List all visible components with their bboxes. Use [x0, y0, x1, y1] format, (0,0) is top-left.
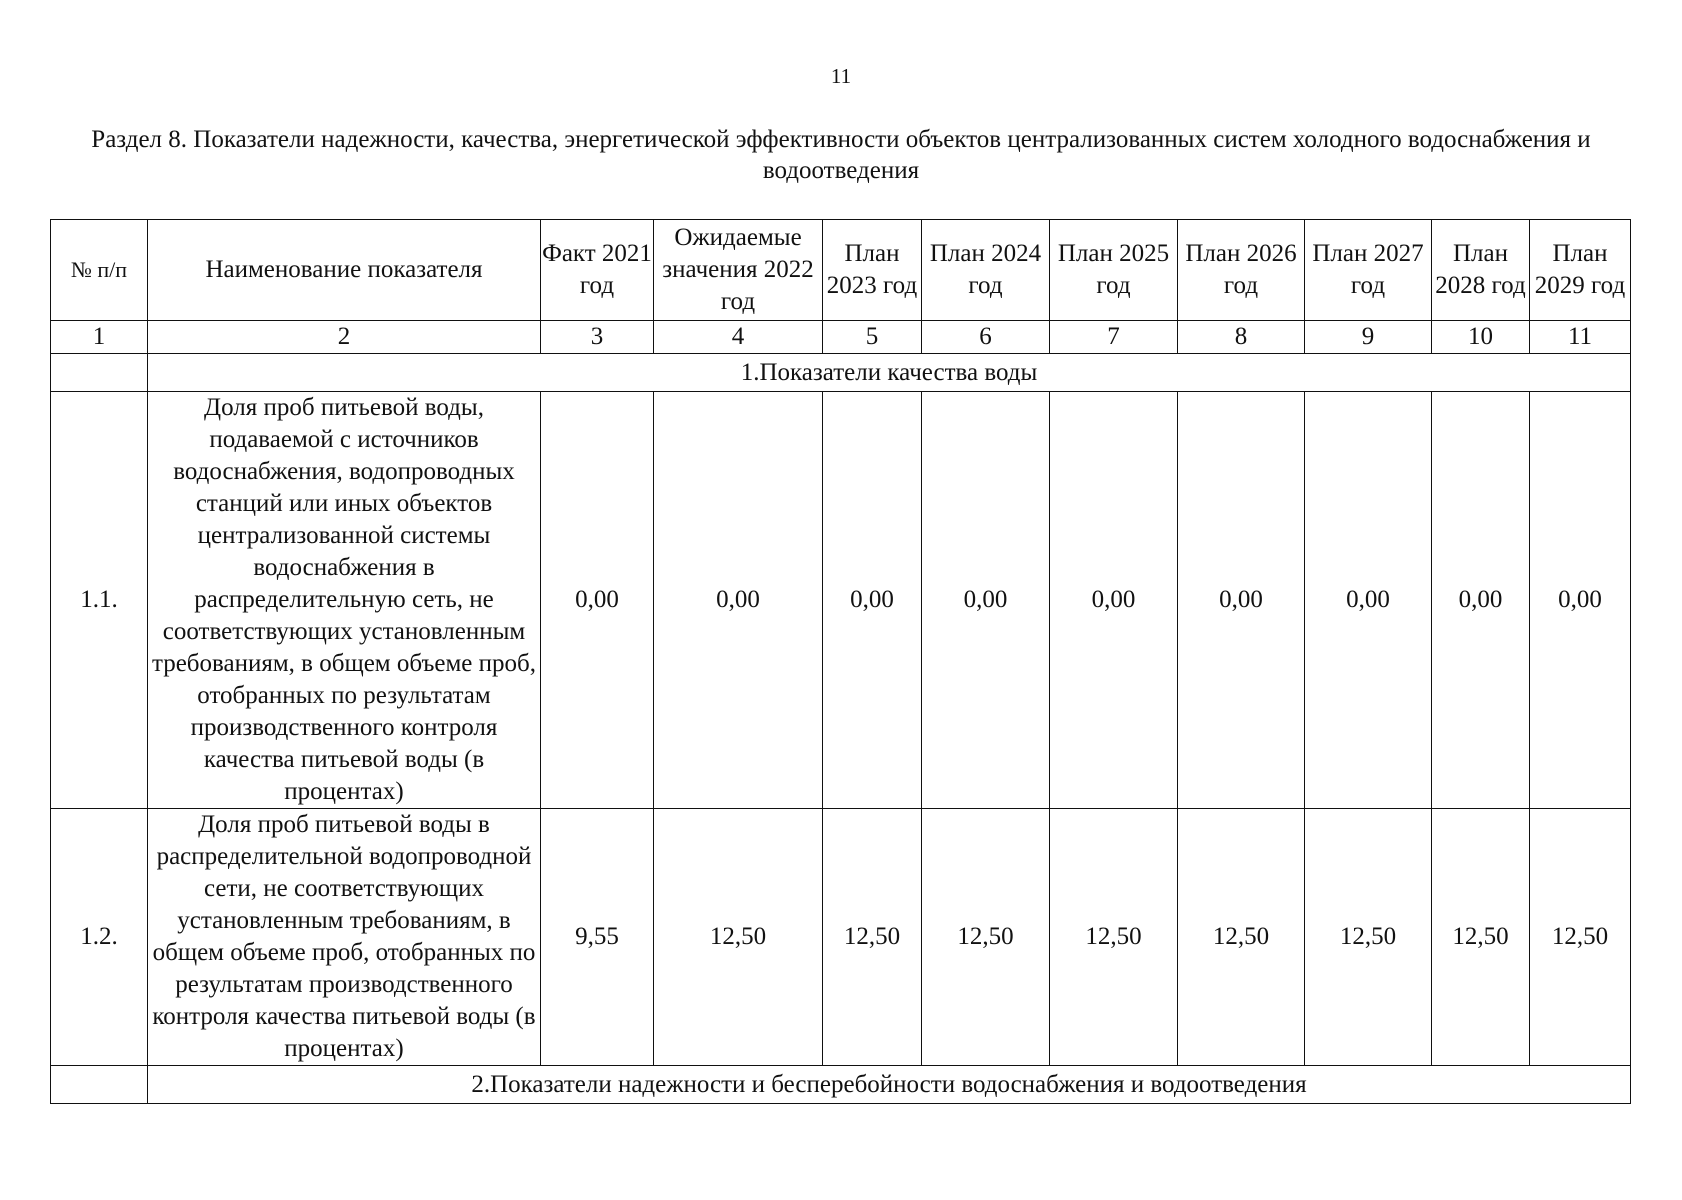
header-cell: План 2026 год: [1178, 220, 1305, 321]
page-number: 11: [830, 64, 852, 88]
header-cell: Наименование показателя: [148, 220, 541, 321]
column-number: 11: [1530, 321, 1631, 354]
column-number: 7: [1050, 321, 1178, 354]
header-cell: Факт 2021 год: [541, 220, 654, 321]
indicators-table: [50, 219, 1631, 1104]
table-row: [51, 392, 1631, 809]
column-number: 2: [148, 321, 541, 354]
value-cell: 0,00: [541, 392, 654, 809]
value-cell: 12,50: [1530, 809, 1631, 1066]
column-number-row: [51, 321, 1631, 354]
column-number: 4: [654, 321, 823, 354]
table-header-row: [51, 220, 1631, 321]
value-cell: 0,00: [1305, 392, 1432, 809]
value-cell: 0,00: [1530, 392, 1631, 809]
indicator-name: Доля проб питьевой воды в распределительной водопроводной сети, не соответствующих установленным требованиям, в общем объеме проб, отобранных по результатам производственного контроля качества питьевой воды (в процентах): [148, 809, 541, 1066]
column-number: 3: [541, 321, 654, 354]
value-cell: 12,50: [922, 809, 1050, 1066]
header-cell: План 2024 год: [922, 220, 1050, 321]
column-number: 6: [922, 321, 1050, 354]
value-cell: 0,00: [1050, 392, 1178, 809]
column-number: 5: [823, 321, 922, 354]
section-heading-row: [51, 354, 1631, 392]
section-title: Раздел 8. Показатели надежности, качества, энергетической эффективности объектов централизованных систем холодного водоснабжения и водоотведения: [91, 126, 1591, 184]
section-heading: 1.Показатели качества воды: [148, 354, 1631, 392]
value-cell: 9,55: [541, 809, 654, 1066]
section-number-cell: [51, 1066, 148, 1104]
value-cell: 0,00: [922, 392, 1050, 809]
row-number: 1.2.: [51, 809, 148, 1066]
value-cell: 0,00: [654, 392, 823, 809]
row-number: 1.1.: [51, 392, 148, 809]
value-cell: 12,50: [1050, 809, 1178, 1066]
section-heading-row: [51, 1066, 1631, 1104]
header-cell: План 2025 год: [1050, 220, 1178, 321]
column-number: 9: [1305, 321, 1432, 354]
header-cell: План 2023 год: [823, 220, 922, 321]
value-cell: 0,00: [1178, 392, 1305, 809]
value-cell: 0,00: [823, 392, 922, 809]
header-cell: № п/п: [51, 220, 148, 321]
value-cell: 12,50: [654, 809, 823, 1066]
column-number: 8: [1178, 321, 1305, 354]
value-cell: 12,50: [823, 809, 922, 1066]
value-cell: 12,50: [1432, 809, 1530, 1066]
column-number: 1: [51, 321, 148, 354]
header-cell: Ожидаемые значения 2022 год: [654, 220, 823, 321]
header-cell: План 2028 год: [1432, 220, 1530, 321]
column-number: 10: [1432, 321, 1530, 354]
value-cell: 12,50: [1178, 809, 1305, 1066]
header-cell: План 2027 год: [1305, 220, 1432, 321]
table-row: [51, 809, 1631, 1066]
value-cell: 12,50: [1305, 809, 1432, 1066]
section-number-cell: [51, 354, 148, 392]
value-cell: 0,00: [1432, 392, 1530, 809]
header-cell: План 2029 год: [1530, 220, 1631, 321]
section-heading: 2.Показатели надежности и бесперебойности водоснабжения и водоотведения: [148, 1066, 1631, 1104]
indicator-name: Доля проб питьевой воды, подаваемой с источников водоснабжения, водопроводных станций или иных объектов централизованной системы водоснабжения в распределительную сеть, не соответствующих установленным требованиям, в общем объеме проб, отобранных по результатам производственного контроля качества питьевой воды (в процентах): [148, 392, 541, 809]
